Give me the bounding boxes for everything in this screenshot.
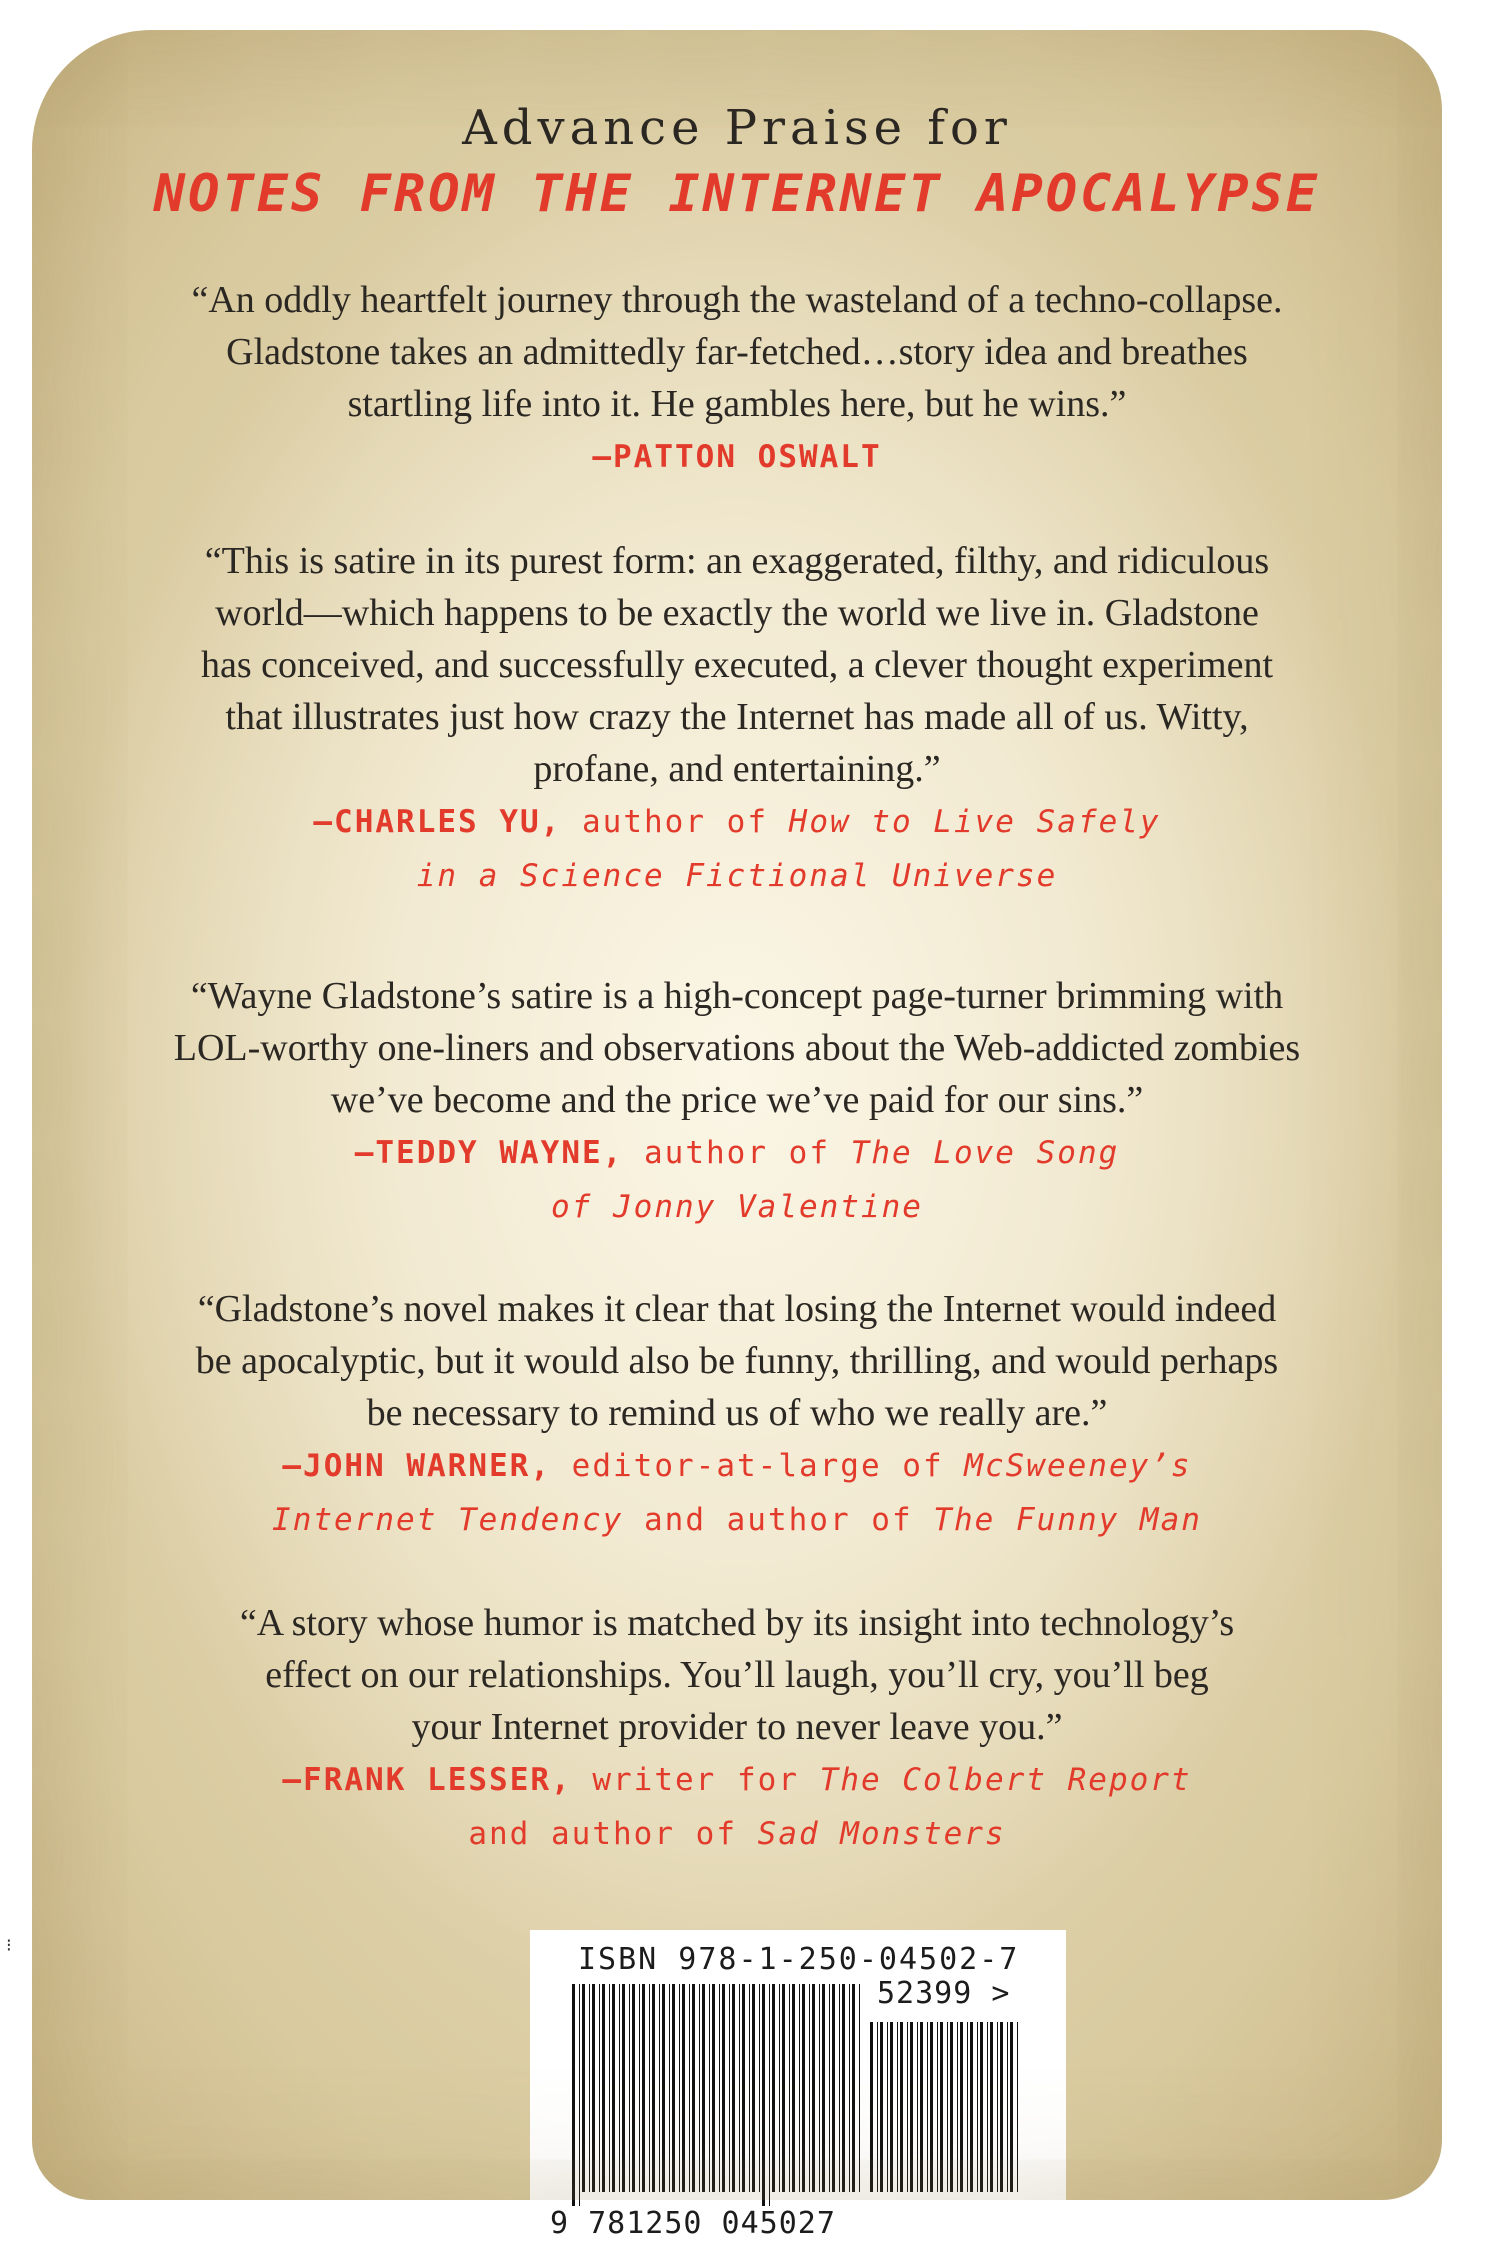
blurb-book-reference-2: The Funny Man — [933, 1502, 1202, 1538]
barcode-bar — [672, 1984, 675, 2192]
barcode-bar — [742, 1984, 745, 2192]
barcode-bar — [779, 1984, 780, 2192]
barcode-bar — [752, 1984, 755, 2192]
blurb-quote: “This is satire in its purest form: an exaggerated, filthy, and ridiculous world—which happens to be exactly the world we live in. Gladstone has conceived, and successfully executed, a clever thought experiment that illustrates just how crazy the Internet has made all of us. Witty, profane, and entertaining.” — [200, 540, 1273, 790]
barcode-bar — [859, 1984, 860, 2192]
barcode-bar — [739, 1984, 740, 2192]
barcode-bar — [729, 1984, 730, 2192]
barcode-bar — [702, 1984, 705, 2192]
blurb-quote: “Gladstone’s novel makes it clear that losing the Internet would indeed be apocalyptic, but it would also be funny, thrilling, and would perhaps be necessary to remind us of who we really are.” — [195, 1288, 1279, 1434]
blurb-author: —JOHN WARNER, — [282, 1448, 552, 1484]
barcode-bar — [987, 2022, 988, 2192]
barcode-bar — [1007, 2022, 1008, 2192]
blurb-author: —TEDDY WAYNE, — [354, 1135, 624, 1171]
barcode-bar — [592, 1984, 595, 2192]
blurb-credit-continued: and author of — [623, 1502, 934, 1538]
barcode-bar — [849, 1984, 850, 2192]
barcode-bar — [897, 2022, 898, 2192]
barcode-bar — [699, 1984, 700, 2192]
barcode-bar — [602, 1984, 605, 2192]
blurb-patton-oswalt — [152, 274, 1322, 484]
blurb-quote: “An oddly heartfelt journey through the wasteland of a techno-collapse. Gladstone takes an admittedly far-fetched…story idea and breathes startling life into it. He gambles here, but he wins.” — [191, 279, 1283, 425]
barcode-bar — [622, 1984, 625, 2192]
barcode-bar — [870, 2022, 873, 2192]
blurb-book-reference: How to Live Safely in a Science Fictional Universe — [416, 804, 1161, 894]
barcode-bar — [769, 1984, 770, 2206]
barcode-bar — [599, 1984, 600, 2192]
blurb-author: —PATTON OSWALT — [592, 439, 882, 475]
barcode-bar — [832, 1984, 835, 2192]
scan-speck: ⁝ — [6, 1935, 12, 1956]
barcode-bar — [957, 2022, 958, 2192]
blurb-quote: “A story whose humor is matched by its insight into technology’s effect on our relationships. You’ll laugh, you’ll cry, you’ll beg your Internet provider to never leave you.” — [239, 1602, 1235, 1748]
barcode-bar — [822, 1984, 825, 2192]
barcode-bar — [799, 1984, 800, 2192]
blurb-attribution — [152, 1126, 1322, 1234]
barcode-bar — [940, 2022, 943, 2192]
barcode-bar — [947, 2022, 948, 2192]
barcode-bar — [809, 1984, 810, 2192]
barcode-bar — [950, 2022, 953, 2192]
barcode-bar — [917, 2022, 918, 2192]
blurb-book-reference-2: Sad Monsters — [757, 1816, 1006, 1852]
barcode-bar — [689, 1984, 690, 2192]
barcode-bar — [1000, 2022, 1003, 2192]
blurb-book-reference: The Colbert Report — [819, 1762, 1192, 1798]
blurb-author: —CHARLES YU, — [313, 804, 562, 840]
barcode-bar — [612, 1984, 615, 2192]
barcode-bar — [682, 1984, 685, 2192]
barcode-bar — [722, 1984, 725, 2192]
blurb-attribution — [152, 1439, 1322, 1547]
barcode-bar — [782, 1984, 785, 2192]
barcode-bar — [679, 1984, 680, 2192]
blurb-credit-continued: and author of — [468, 1816, 758, 1852]
barcode-bar — [977, 2022, 978, 2192]
barcode-bar — [719, 1984, 720, 2192]
blurb-attribution — [152, 795, 1322, 903]
barcode-bar — [890, 2022, 893, 2192]
blurb-credit: author of — [623, 1135, 851, 1171]
barcode-bar — [880, 2022, 883, 2192]
blurb-book-reference: The Love Song of Jonny Valentine — [551, 1135, 1120, 1225]
barcode-bar — [589, 1984, 590, 2192]
blurb-frank-lesser — [152, 1597, 1322, 1861]
isbn-number: ISBN 978-1-250-04502-7 — [578, 1942, 1020, 1977]
barcode-bar — [749, 1984, 750, 2192]
barcode-bar — [662, 1984, 665, 2192]
barcode-bar — [927, 2022, 928, 2192]
barcode-bar — [907, 2022, 908, 2192]
barcode-digits: 9 781250 045027 — [550, 2206, 836, 2241]
barcode-bar — [582, 1984, 585, 2192]
barcode-bar — [772, 1984, 775, 2192]
blurb-credit: author of — [561, 804, 789, 840]
price-addon-digits: 52399 > — [877, 1976, 1011, 2011]
barcode-bar — [920, 2022, 923, 2192]
barcode-bar — [819, 1984, 820, 2192]
ean13-barcode-bars — [572, 1984, 860, 2206]
barcode-bar — [960, 2022, 963, 2192]
barcode-bar — [609, 1984, 610, 2192]
barcode-bar — [990, 2022, 993, 2192]
barcode-bar — [649, 1984, 650, 2192]
barcode-bar — [789, 1984, 790, 2192]
barcode-bar — [639, 1984, 640, 2192]
barcode-bar — [802, 1984, 805, 2192]
barcode-bar — [910, 2022, 913, 2192]
barcode-bar — [967, 2022, 968, 2192]
barcode-bar — [970, 2022, 973, 2192]
barcode-bar — [629, 1984, 630, 2192]
barcode-bar — [632, 1984, 635, 2192]
barcode-bar — [980, 2022, 983, 2192]
advance-praise-heading: Advance Praise for — [462, 100, 1012, 156]
book-title: NOTES FROM THE INTERNET APOCALYPSE — [153, 164, 1321, 224]
blurb-attribution — [152, 1753, 1322, 1861]
barcode-bar — [887, 2022, 888, 2192]
price-addon-bars — [870, 2022, 1020, 2206]
barcode-bar — [692, 1984, 695, 2192]
book-back-cover — [32, 30, 1442, 2241]
blurb-book-reference: McSweeney’s Internet Tendency — [272, 1448, 1192, 1538]
barcode-bar — [842, 1984, 845, 2192]
blurb-credit: editor-at-large of — [551, 1448, 965, 1484]
barcode-bar — [659, 1984, 660, 2192]
barcode-bar — [572, 1984, 575, 2206]
barcode-bar — [829, 1984, 830, 2192]
barcode-bar — [732, 1984, 735, 2192]
barcode-bar — [1017, 2022, 1018, 2192]
barcode-bar — [759, 1984, 760, 2192]
isbn-barcode — [530, 1930, 1066, 2260]
barcode-bar — [930, 2022, 933, 2192]
barcode-bar — [900, 2022, 903, 2192]
barcode-bar — [709, 1984, 710, 2192]
blurb-teddy-wayne — [152, 970, 1322, 1234]
barcode-bar — [1010, 2022, 1013, 2192]
barcode-bar — [762, 1984, 765, 2206]
barcode-bar — [997, 2022, 998, 2192]
barcode-bar — [937, 2022, 938, 2192]
blurb-charles-yu — [152, 535, 1322, 903]
blurb-john-warner — [152, 1283, 1322, 1547]
barcode-bar — [812, 1984, 815, 2192]
barcode-bar — [619, 1984, 620, 2192]
barcode-bar — [579, 1984, 580, 2206]
barcode-bar — [792, 1984, 795, 2192]
blurb-attribution — [152, 430, 1322, 484]
barcode-bar — [652, 1984, 655, 2192]
barcode-bar — [877, 2022, 878, 2192]
barcode-bar — [712, 1984, 715, 2192]
barcode-bar — [852, 1984, 855, 2192]
barcode-bar — [669, 1984, 670, 2192]
blurb-credit: writer for — [571, 1762, 820, 1798]
blurb-quote: “Wayne Gladstone’s satire is a high-concept page-turner brimming with LOL-worthy one-liners and observations about the Web-addicted zombies we’ve become and the price we’ve paid for our sins.” — [173, 975, 1301, 1121]
barcode-bar — [839, 1984, 840, 2192]
blurb-author: —FRANK LESSER, — [282, 1762, 572, 1798]
barcode-bar — [642, 1984, 645, 2192]
